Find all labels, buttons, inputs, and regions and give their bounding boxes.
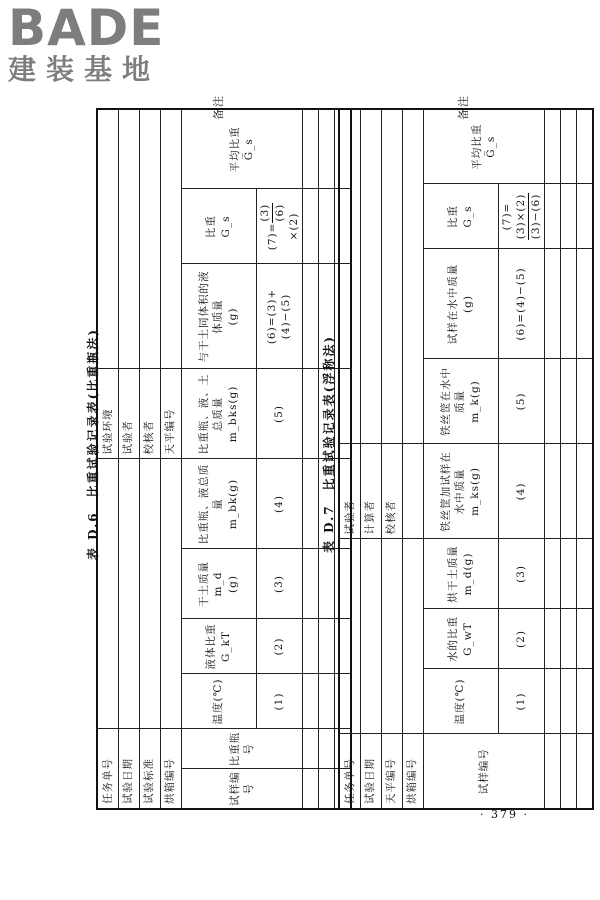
d7-header-dry-mass [423,539,498,609]
d6-info-label: 烘箱编号 [160,729,181,809]
d6-col-number: (5) [256,369,303,459]
d6-header-sg [181,189,256,264]
table-d7-block [338,110,594,810]
d6-info-label: 校核者 [139,369,160,459]
d7-formula-prefix: (7)= [500,202,513,231]
d7-data-cell[interactable] [545,249,561,359]
d7-info-value[interactable] [360,109,381,444]
d7-data-cell[interactable] [577,669,593,734]
d6-col-number: (4) [256,459,303,549]
d7-header-sg-label: 比重 [447,204,460,228]
d7-header-water-sg [423,609,498,669]
table-d6-block [96,110,352,810]
d7-data-cell[interactable] [577,444,593,539]
d7-header-water-sg-label: 水的比重 [447,616,460,662]
d6-header-bottle-liquid [181,459,256,549]
d7-info-value[interactable] [381,109,402,444]
d7-col-number: (5) [498,359,545,444]
d6-data-cell[interactable] [319,769,335,809]
d7-col-number: (1) [498,669,545,734]
d7-info-label: 试验日期 [360,734,381,809]
d6-col-number: (2) [256,619,303,674]
d7-sg-fraction [514,193,543,241]
d6-sg-denominator: (6) [273,203,286,222]
d7-sg-numerator: (3)×(2) [514,193,529,241]
d6-info-label: 试验日期 [118,729,139,809]
d6-header-liquid-sg-symbol: G_kT [219,631,232,663]
d7-remarks-label: 备注 [457,94,470,120]
d6-header-sg-label: 比重 [205,215,218,238]
d7-info-value[interactable] [339,539,360,734]
logo-subtitle: 建装基地 [8,53,161,86]
d7-data-cell[interactable] [561,734,577,809]
d6-header-avg-sg-symbol: G̅_s [242,138,255,161]
d6-header-bottle-liquid-label: 比重瓶、液总质量 [198,463,225,545]
d6-header-equal-volume-label: 与干土同体积的液体质量 [198,270,225,363]
d7-col-number: (4) [498,444,545,539]
d7-data-cell[interactable] [577,359,593,444]
d6-data-cell[interactable] [303,264,319,369]
d7-info-label: 计算者 [360,444,381,539]
d7-sg-denominator: (3)−(6) [529,193,542,240]
d7-header-water-sg-symbol: G_wT [461,622,474,656]
d6-formula-prefix: (7)= [266,222,279,251]
d6-header-liquid-sg [181,619,256,674]
d6-info-value[interactable] [118,459,139,729]
d6-info-value[interactable] [160,109,181,369]
table-d7-title: 表 D.7 比重试验记录表(浮称法) [322,334,336,554]
table-d6 [96,108,352,810]
d6-header-dry-mass [181,549,256,619]
d7-data-cell[interactable] [561,249,577,359]
d6-header-equal-volume [181,264,256,369]
d7-header-avg-sg-symbol: G̅_s [484,135,497,158]
d7-data-cell[interactable] [577,539,593,609]
d6-data-cell[interactable] [303,369,319,459]
d6-data-cell[interactable] [319,109,335,189]
d6-data-cell[interactable] [303,549,319,619]
table-d6-title: 表 D.6 比重试验记录表(比重瓶法) [86,327,100,561]
d7-data-cell[interactable] [545,734,561,809]
d7-info-value[interactable] [402,109,423,444]
d7-data-cell[interactable] [577,734,593,809]
page-number: · 379 · [480,808,529,821]
d7-data-cell[interactable] [577,249,593,359]
d6-info-label: 天平编号 [160,369,181,459]
d6-data-cell[interactable] [303,109,319,189]
d6-sg-fraction [258,203,287,223]
d6-col-number: (1) [256,674,303,729]
d7-data-cell[interactable] [561,109,577,184]
d6-data-cell[interactable] [303,769,319,809]
d7-data-cell[interactable] [561,359,577,444]
d6-col-number-formula [256,189,303,264]
d6-header-liquid-sg-label: 液体比重 [205,623,218,670]
d6-header-avg-sg [181,109,303,189]
d7-col-number: (3) [498,539,545,609]
bade-logo [8,2,178,92]
d7-data-cell[interactable] [561,609,577,669]
d6-data-cell[interactable] [319,619,335,674]
d6-data-cell[interactable] [303,674,319,729]
d7-info-value[interactable] [402,539,423,734]
d7-header-basket-label: 铁丝筐在水中质量 [440,366,467,436]
d6-info-label: 试验者 [118,369,139,459]
d6-info-label: 试验环境 [97,369,118,459]
d7-data-cell[interactable] [545,444,561,539]
d7-info-value[interactable] [360,539,381,734]
d6-sg-numerator: (3) [258,203,273,223]
d7-remarks-header [455,90,471,120]
logo-wordmark: BADE [8,0,165,57]
d6-header-dry-mass-symbol: m_d [212,571,225,597]
d6-data-cell[interactable] [319,189,335,264]
d6-header-dry-mass-label: 干土质量 [198,561,211,607]
d7-info-label: 天平编号 [381,734,402,809]
d7-col-number: (6)=(4)−(5) [498,249,545,359]
d7-info-label: 校核者 [381,444,402,539]
d6-data-cell[interactable] [303,459,319,549]
d7-data-cell[interactable] [545,359,561,444]
d6-header-sg-symbol: G_s [219,215,232,238]
d6-data-cell[interactable] [303,729,319,769]
d6-header-dry-mass-unit: (g) [226,575,239,593]
d7-col-number-formula [498,184,545,249]
d6-data-cell[interactable] [303,619,319,674]
d7-data-cell[interactable] [577,609,593,669]
d6-header-avg-sg-label: 平均比重 [228,126,241,173]
d7-info-label: 任务单号 [339,734,360,809]
d7-header-basket-sample-label: 铁丝筐加试样在水中质量 [440,451,467,532]
d7-header-basket-symbol: m_k(g) [468,380,481,423]
d7-header-sample-in-water [423,249,498,359]
d6-info-label: 任务单号 [97,729,118,809]
d6-header-equal-volume-unit: (g) [226,307,239,326]
d7-info-label [402,444,423,539]
d7-header-basket-sample-symbol: m_ks(g) [468,467,481,516]
d7-header-dry-mass-label: 烘干土质量 [447,545,460,603]
d7-data-cell[interactable] [561,669,577,734]
d6-data-cell[interactable] [319,729,335,769]
d7-header-sample-no: 试样编号 [423,734,545,809]
d6-header-bottle-liquid-soil-symbol: m_bks(g) [226,385,239,443]
d7-info-label: 试验者 [339,444,360,539]
d6-info-value[interactable] [139,109,160,369]
d7-col-number: (2) [498,609,545,669]
d6-header-bottle-liquid-soil [181,369,256,459]
d6-info-value[interactable] [160,459,181,729]
d6-header-sample-no: 试样编号 [181,769,303,809]
d7-header-basket-sample [423,444,498,539]
d7-data-cell[interactable] [561,539,577,609]
d7-header-avg-sg [423,109,545,184]
d6-data-cell[interactable] [303,189,319,264]
d6-header-temp: 温度(℃) [181,674,256,729]
d6-header-bottle-liquid-symbol: m_bk(g) [226,478,239,530]
d6-formula-tail: ×(2) [287,212,300,241]
d7-header-sample-in-water-unit: (g) [461,295,474,313]
d6-remarks-header [210,90,226,120]
d7-header-temp: 温度(℃) [423,669,498,734]
d7-data-cell[interactable] [545,109,561,184]
d7-header-avg-sg-label: 平均比重 [470,123,483,170]
d7-data-cell[interactable] [545,539,561,609]
d7-info-value[interactable] [339,109,360,444]
d6-info-value[interactable] [118,109,139,369]
d7-data-cell[interactable] [577,109,593,184]
d7-header-sg-symbol: G_s [461,205,474,228]
d6-info-value[interactable] [139,459,160,729]
d7-data-cell[interactable] [577,184,593,249]
d7-info-value[interactable] [381,539,402,734]
d6-col-number: (6)=(3)+(4)−(5) [256,264,303,369]
d6-header-bottle-no: 比重瓶号 [181,729,303,769]
d7-data-cell[interactable] [545,609,561,669]
d6-info-label: 试验标准 [139,729,160,809]
d7-header-sample-in-water-label: 试样在水中质量 [447,263,460,345]
d7-data-cell[interactable] [561,444,577,539]
d6-data-cell[interactable] [319,674,335,729]
d6-header-bottle-liquid-soil-label: 比重瓶、液、土总质量 [198,373,225,455]
d7-data-cell[interactable] [545,184,561,249]
d6-col-number: (3) [256,549,303,619]
d7-header-sg [423,184,498,249]
d7-header-basket [423,359,498,444]
d7-data-cell[interactable] [545,669,561,734]
table-d7 [338,108,594,810]
d7-data-cell[interactable] [561,184,577,249]
d7-info-label: 烘箱编号 [402,734,423,809]
d6-remarks-label: 备注 [212,94,225,120]
d7-header-dry-mass-symbol: m_d(g) [461,552,474,596]
